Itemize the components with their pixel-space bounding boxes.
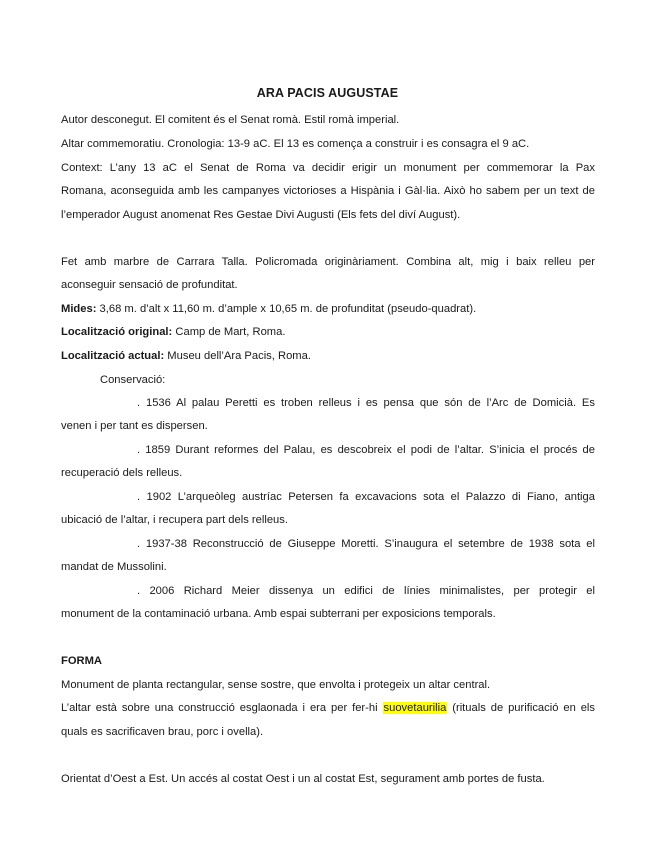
loc-original-label: Localització original: xyxy=(61,326,173,338)
conservacio-item-4-line-1: . 1937-38 Reconstrucció de Giuseppe Moretti. S’inaugura el setembre de 1938 sota el xyxy=(137,538,595,550)
page-title: ARA PACIS AUGUSTAE xyxy=(256,86,399,100)
conservacio-item-5-line-1: . 2006 Richard Meier dissenya un edifici de línies minimalistes, per protegir el xyxy=(137,585,595,597)
mides-label: Mides: xyxy=(61,303,97,315)
forma-line-3: quals es sacrificaven brau, porc i ovella). xyxy=(61,726,264,738)
forma-heading: FORMA xyxy=(61,655,103,667)
conservacio-item-1-line-1: . 1536 Al palau Peretti es troben relleus i es pensa que són de l’Arc de Domicià. Es xyxy=(137,397,595,409)
conservacio-label: Conservació: xyxy=(100,374,166,386)
loc-original-value: Camp de Mart, Roma. xyxy=(172,326,286,338)
context-line-2: Romana, aconseguida amb les campanyes victorioses a Hispània i Gàl·lia. Això ho sabem per un text de xyxy=(61,185,595,197)
forma-line-4: Orientat d’Oest a Est. Un accés al costat Oest i un al costat Est, segurament amb portes de fusta. xyxy=(61,773,545,785)
conservacio-item-3-line-2: ubicació de l’altar, i recupera part dels relleus. xyxy=(61,514,288,526)
conservacio-item-4-line-2: mandat de Mussolini. xyxy=(61,561,167,573)
material-line-1: Fet amb marbre de Carrara Talla. Policromada originàriament. Combina alt, mig i baix relleu per xyxy=(61,256,595,268)
loc-actual-paragraph xyxy=(61,349,595,363)
context-line-3: l’emperador August anomenat Res Gestae Divi Augusti (Els fets del diví August). xyxy=(61,209,461,221)
highlighted-term: suovetaurilia xyxy=(383,702,447,714)
conservacio-item-5-line-2: monument de la contaminació urbana. Amb espai subterrani per exposicions temporals. xyxy=(61,608,496,620)
loc-original-paragraph xyxy=(61,325,595,339)
intro-type: Altar commemoratiu. Cronologia: 13-9 aC. El 13 es comença a construir i es consagra el 9 aC. xyxy=(61,138,530,150)
material-line-2: aconseguir sensació de profunditat. xyxy=(61,279,238,291)
mides-value: 3,68 m. d’alt x 11,60 m. d’ample x 10,65 m. de profunditat (pseudo-quadrat). xyxy=(96,303,477,315)
forma-line-2 xyxy=(61,701,595,715)
context-line-1: Context: L’any 13 aC el Senat de Roma va decidir erigir un monument per commemorar la Pax xyxy=(61,162,595,174)
conservacio-item-2-line-1: . 1859 Durant reformes del Palau, es descobreix el podi de l’altar. S’inicia el procés de xyxy=(137,444,595,456)
intro-author: Autor desconegut. El comitent és el Senat romà. Estil romà imperial. xyxy=(61,114,400,126)
conservacio-item-1-line-2: venen i per tant es dispersen. xyxy=(61,420,208,432)
mides-paragraph xyxy=(61,302,595,316)
conservacio-item-2-line-2: recuperació dels relleus. xyxy=(61,467,183,479)
loc-actual-label: Localització actual: xyxy=(61,350,165,362)
forma-line-2-pre: L’altar està sobre una construcció esglaonada i era per fer-hi xyxy=(61,702,383,714)
forma-line-2-post: (rituals de purificació en els xyxy=(447,702,596,714)
loc-actual-value: Museu dell’Ara Pacis, Roma. xyxy=(164,350,311,362)
forma-line-1: Monument de planta rectangular, sense sostre, que envolta i protegeix un altar central. xyxy=(61,679,491,691)
conservacio-item-3-line-1: . 1902 L’arqueòleg austríac Petersen fa excavacions sota el Palazzo di Fiano, antiga xyxy=(137,491,595,503)
